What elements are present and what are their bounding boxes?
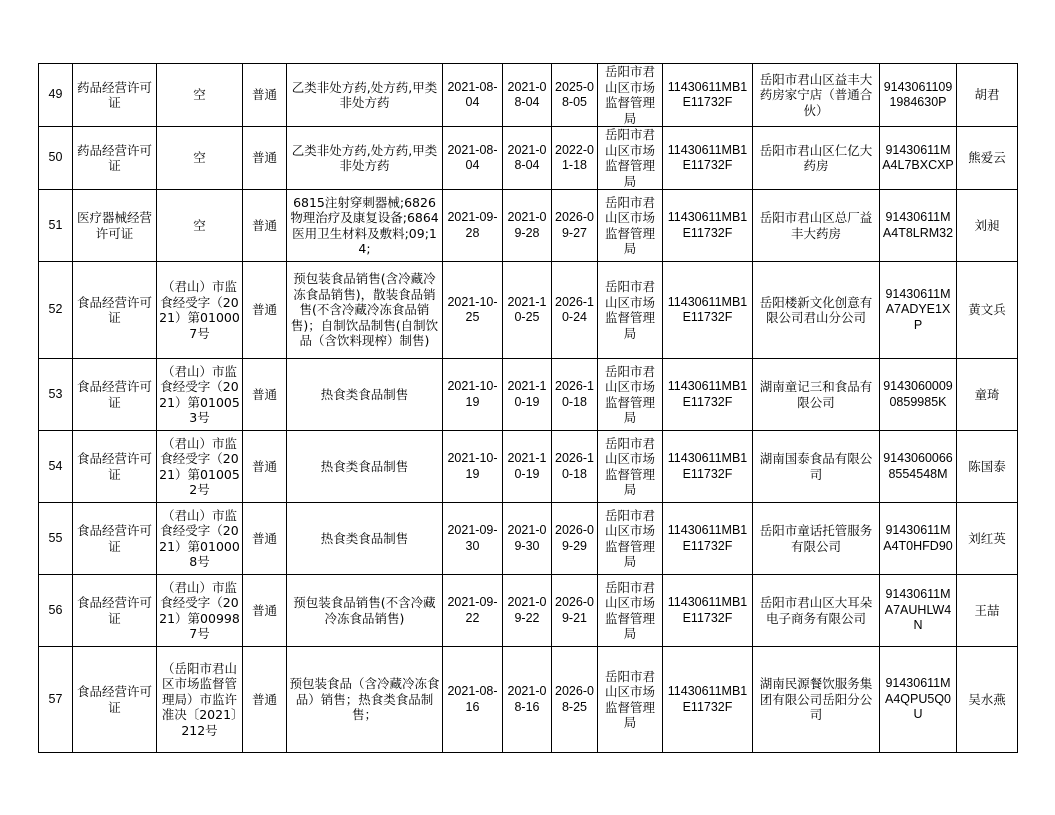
license-type-cell: 食品经营许可证 — [73, 359, 157, 431]
license-type-cell: 药品经营许可证 — [73, 127, 157, 190]
credit-code-cell: 91430611MA7ADYE1XP — [880, 262, 957, 359]
category-cell: 普通 — [243, 127, 287, 190]
valid-from-cell: 2021-10-25 — [503, 262, 552, 359]
category-cell: 普通 — [243, 64, 287, 127]
license-no-cell: 空 — [157, 64, 243, 127]
category-cell: 普通 — [243, 190, 287, 262]
authority-cell: 岳阳市君山区市场监督管理局 — [598, 503, 663, 575]
authority-code-cell: 11430611MB1E11732F — [663, 262, 753, 359]
decision-date-cell: 2021-08-04 — [443, 64, 503, 127]
license-no-cell: 空 — [157, 127, 243, 190]
legal-rep-cell: 王喆 — [957, 575, 1018, 647]
license-no-cell: （君山）市监食经受字（2021）第010052号 — [157, 431, 243, 503]
authority-cell: 岳阳市君山区市场监督管理局 — [598, 262, 663, 359]
authority-code-cell: 11430611MB1E11732F — [663, 190, 753, 262]
scope-cell: 预包装食品（含冷藏冷冻食品）销售；热食类食品制售； — [287, 647, 443, 753]
license-no-cell: （君山）市监食经受字（2021）第010008号 — [157, 503, 243, 575]
valid-to-cell: 2026-09-29 — [552, 503, 598, 575]
valid-from-cell: 2021-10-19 — [503, 359, 552, 431]
decision-date-cell: 2021-09-30 — [443, 503, 503, 575]
table-row — [39, 647, 1018, 753]
license-table — [38, 63, 1018, 753]
table-row — [39, 575, 1018, 647]
valid-to-cell: 2026-10-18 — [552, 359, 598, 431]
holder-cell: 岳阳市君山区益丰大药房家宁店（普通合伙） — [753, 64, 880, 127]
authority-code-cell: 11430611MB1E11732F — [663, 127, 753, 190]
legal-rep-cell: 陈国泰 — [957, 431, 1018, 503]
seq-cell: 55 — [39, 503, 73, 575]
license-type-cell: 食品经营许可证 — [73, 647, 157, 753]
decision-date-cell: 2021-08-04 — [443, 127, 503, 190]
authority-cell: 岳阳市君山区市场监督管理局 — [598, 64, 663, 127]
legal-rep-cell: 黄文兵 — [957, 262, 1018, 359]
authority-code-cell: 11430611MB1E11732F — [663, 503, 753, 575]
authority-cell: 岳阳市君山区市场监督管理局 — [598, 575, 663, 647]
authority-code-cell: 11430611MB1E11732F — [663, 359, 753, 431]
category-cell: 普通 — [243, 503, 287, 575]
category-cell: 普通 — [243, 647, 287, 753]
decision-date-cell: 2021-09-22 — [443, 575, 503, 647]
credit-code-cell: 91430600668554548M — [880, 431, 957, 503]
valid-to-cell: 2026-10-18 — [552, 431, 598, 503]
holder-cell: 湖南民源餐饮服务集团有限公司岳阳分公司 — [753, 647, 880, 753]
category-cell: 普通 — [243, 431, 287, 503]
seq-cell: 51 — [39, 190, 73, 262]
authority-code-cell: 11430611MB1E11732F — [663, 575, 753, 647]
seq-cell: 50 — [39, 127, 73, 190]
license-no-cell: （岳阳市君山区市场监督管理局）市监许准决〔2021〕212号 — [157, 647, 243, 753]
legal-rep-cell: 刘昶 — [957, 190, 1018, 262]
category-cell: 普通 — [243, 359, 287, 431]
valid-from-cell: 2021-09-28 — [503, 190, 552, 262]
holder-cell: 湖南童记三和食品有限公司 — [753, 359, 880, 431]
table-row — [39, 64, 1018, 127]
scope-cell: 6815注射穿刺器械;6826物理治疗及康复设备;6864医用卫生材料及敷料;09;14; — [287, 190, 443, 262]
scope-cell: 热食类食品制售 — [287, 359, 443, 431]
table-row — [39, 127, 1018, 190]
license-no-cell: 空 — [157, 190, 243, 262]
seq-cell: 53 — [39, 359, 73, 431]
valid-to-cell: 2025-08-05 — [552, 64, 598, 127]
seq-cell: 54 — [39, 431, 73, 503]
seq-cell: 56 — [39, 575, 73, 647]
license-type-cell: 食品经营许可证 — [73, 431, 157, 503]
holder-cell: 岳阳市童话托管服务有限公司 — [753, 503, 880, 575]
seq-cell: 49 — [39, 64, 73, 127]
license-type-cell: 药品经营许可证 — [73, 64, 157, 127]
license-type-cell: 食品经营许可证 — [73, 575, 157, 647]
scope-cell: 预包装食品销售(不含冷藏冷冻食品销售) — [287, 575, 443, 647]
valid-from-cell: 2021-08-04 — [503, 127, 552, 190]
license-type-cell: 食品经营许可证 — [73, 503, 157, 575]
authority-cell: 岳阳市君山区市场监督管理局 — [598, 431, 663, 503]
legal-rep-cell: 童琦 — [957, 359, 1018, 431]
credit-code-cell: 91430611091984630P — [880, 64, 957, 127]
credit-code-cell: 91430600090859985K — [880, 359, 957, 431]
valid-from-cell: 2021-10-19 — [503, 431, 552, 503]
decision-date-cell: 2021-10-19 — [443, 431, 503, 503]
table-row — [39, 431, 1018, 503]
scope-cell: 乙类非处方药,处方药,甲类非处方药 — [287, 64, 443, 127]
credit-code-cell: 91430611MA4QPU5Q0U — [880, 647, 957, 753]
license-no-cell: （君山）市监食经受字（2021）第009987号 — [157, 575, 243, 647]
holder-cell: 岳阳市君山区大耳朵电子商务有限公司 — [753, 575, 880, 647]
credit-code-cell: 91430611MA4T8LRM32 — [880, 190, 957, 262]
scope-cell: 热食类食品制售 — [287, 431, 443, 503]
valid-from-cell: 2021-09-30 — [503, 503, 552, 575]
legal-rep-cell: 刘红英 — [957, 503, 1018, 575]
authority-code-cell: 11430611MB1E11732F — [663, 431, 753, 503]
valid-to-cell: 2026-09-21 — [552, 575, 598, 647]
table-row — [39, 262, 1018, 359]
authority-cell: 岳阳市君山区市场监督管理局 — [598, 190, 663, 262]
scope-cell: 乙类非处方药,处方药,甲类非处方药 — [287, 127, 443, 190]
authority-cell: 岳阳市君山区市场监督管理局 — [598, 127, 663, 190]
decision-date-cell: 2021-08-16 — [443, 647, 503, 753]
scope-cell: 预包装食品销售(含冷藏冷冻食品销售)，散装食品销售(不含冷藏冷冻食品销售)；自制饮品制售(自制饮品（含饮料现榨）制售) — [287, 262, 443, 359]
license-table-body — [39, 64, 1018, 753]
valid-from-cell: 2021-08-16 — [503, 647, 552, 753]
authority-cell: 岳阳市君山区市场监督管理局 — [598, 647, 663, 753]
authority-cell: 岳阳市君山区市场监督管理局 — [598, 359, 663, 431]
seq-cell: 57 — [39, 647, 73, 753]
holder-cell: 岳阳市君山区仁亿大药房 — [753, 127, 880, 190]
decision-date-cell: 2021-09-28 — [443, 190, 503, 262]
decision-date-cell: 2021-10-25 — [443, 262, 503, 359]
credit-code-cell: 91430611MA4T0HFD90 — [880, 503, 957, 575]
holder-cell: 岳阳市君山区总厂益丰大药房 — [753, 190, 880, 262]
legal-rep-cell: 吴水燕 — [957, 647, 1018, 753]
table-row — [39, 359, 1018, 431]
credit-code-cell: 91430611MA7AUHLW4N — [880, 575, 957, 647]
authority-code-cell: 11430611MB1E11732F — [663, 64, 753, 127]
table-row — [39, 503, 1018, 575]
license-no-cell: （君山）市监食经受字（2021）第010053号 — [157, 359, 243, 431]
license-type-cell: 食品经营许可证 — [73, 262, 157, 359]
category-cell: 普通 — [243, 575, 287, 647]
valid-to-cell: 2026-09-27 — [552, 190, 598, 262]
scope-cell: 热食类食品制售 — [287, 503, 443, 575]
legal-rep-cell: 胡君 — [957, 64, 1018, 127]
holder-cell: 湖南国泰食品有限公司 — [753, 431, 880, 503]
legal-rep-cell: 熊爱云 — [957, 127, 1018, 190]
valid-from-cell: 2021-08-04 — [503, 64, 552, 127]
valid-from-cell: 2021-09-22 — [503, 575, 552, 647]
valid-to-cell: 2022-01-18 — [552, 127, 598, 190]
holder-cell: 岳阳楼新文化创意有限公司君山分公司 — [753, 262, 880, 359]
valid-to-cell: 2026-08-25 — [552, 647, 598, 753]
license-type-cell: 医疗器械经营许可证 — [73, 190, 157, 262]
decision-date-cell: 2021-10-19 — [443, 359, 503, 431]
valid-to-cell: 2026-10-24 — [552, 262, 598, 359]
license-no-cell: （君山）市监食经受字（2021）第010007号 — [157, 262, 243, 359]
credit-code-cell: 91430611MA4L7BXCXP — [880, 127, 957, 190]
authority-code-cell: 11430611MB1E11732F — [663, 647, 753, 753]
category-cell: 普通 — [243, 262, 287, 359]
table-row — [39, 190, 1018, 262]
seq-cell: 52 — [39, 262, 73, 359]
